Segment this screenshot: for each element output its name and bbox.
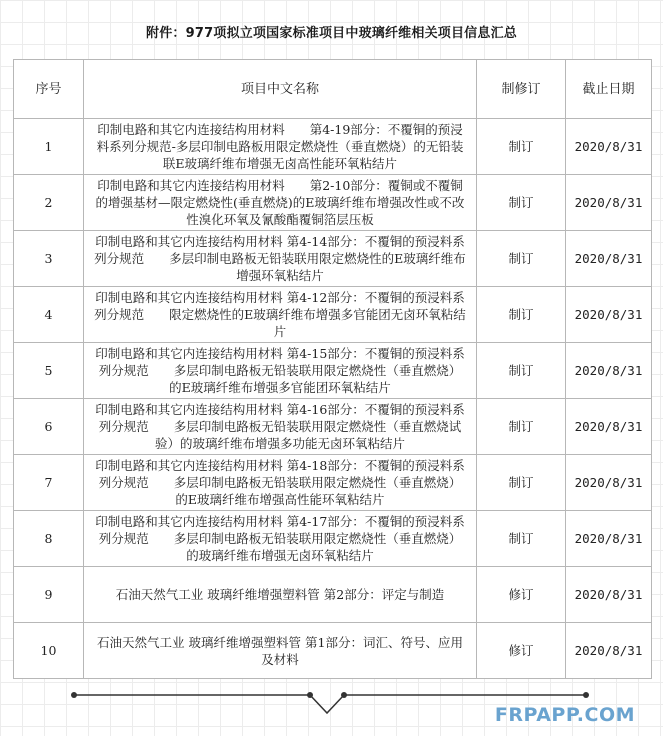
cell-revision-type: 修订 <box>477 623 566 679</box>
cell-deadline: 2020/8/31 <box>566 287 652 343</box>
header-serial-number: 序号 <box>14 60 84 119</box>
cell-serial-number: 3 <box>14 231 84 287</box>
divider-end-dot-icon <box>71 692 77 698</box>
cell-project-name: 印制电路和其它内连接结构用材料 第4-15部分：不覆铜的预浸料系列分规范 多层印制电路板无铅装联用限定燃烧性（垂直燃烧）的E玻璃纤维布增强多官能团环氧粘结片 <box>84 343 477 399</box>
table-row <box>14 567 652 623</box>
cell-project-name: 印制电路和其它内连接结构用材料 第2-10部分：覆铜或不覆铜的增强基材—限定燃烧性(垂直燃烧)的E玻璃纤维布增强改性或不改性溴化环氧及氰酸酯覆铜箔层压板 <box>84 175 477 231</box>
cell-revision-type: 制订 <box>477 287 566 343</box>
cell-serial-number: 6 <box>14 399 84 455</box>
header-project-name: 项目中文名称 <box>84 60 477 119</box>
cell-project-name: 印制电路和其它内连接结构用材料 第4-17部分：不覆铜的预浸料系列分规范 多层印制电路板无铅装联用限定燃烧性（垂直燃烧）的玻璃纤维布增强无卤环氧粘结片 <box>84 511 477 567</box>
cell-deadline: 2020/8/31 <box>566 455 652 511</box>
cell-revision-type: 制订 <box>477 231 566 287</box>
cell-project-name: 印制电路和其它内连接结构用材料 第4-19部分：不覆铜的预浸料系列分规范-多层印制电路板用限定燃烧性（垂直燃烧）的无铅装联E玻璃纤维布增强无卤高性能环氧粘结片 <box>84 119 477 175</box>
cell-revision-type: 制订 <box>477 455 566 511</box>
divider-end-dot-icon <box>583 692 589 698</box>
cell-deadline: 2020/8/31 <box>566 175 652 231</box>
cell-project-name: 石油天然气工业 玻璃纤维增强塑料管 第1部分：词汇、符号、应用及材料 <box>84 623 477 679</box>
cell-serial-number: 9 <box>14 567 84 623</box>
cell-deadline: 2020/8/31 <box>566 343 652 399</box>
cell-serial-number: 1 <box>14 119 84 175</box>
cell-project-name: 石油天然气工业 玻璃纤维增强塑料管 第2部分：评定与制造 <box>84 567 477 623</box>
cell-deadline: 2020/8/31 <box>566 399 652 455</box>
cell-revision-type: 制订 <box>477 399 566 455</box>
table-row <box>14 455 652 511</box>
table-row <box>14 231 652 287</box>
header-deadline: 截止日期 <box>566 60 652 119</box>
table-row <box>14 399 652 455</box>
cell-serial-number: 4 <box>14 287 84 343</box>
table-row <box>14 623 652 679</box>
cell-serial-number: 10 <box>14 623 84 679</box>
cell-serial-number: 8 <box>14 511 84 567</box>
page-title: 附件：977项拟立项国家标准项目中玻璃纤维相关项目信息汇总 <box>146 26 517 41</box>
cell-deadline: 2020/8/31 <box>566 231 652 287</box>
site-watermark: FRPAPP.COM <box>494 704 635 726</box>
cell-project-name: 印制电路和其它内连接结构用材料 第4-12部分：不覆铜的预浸料系列分规范 限定燃烧性的E玻璃纤维布增强多官能团无卤环氧粘结片 <box>84 287 477 343</box>
standards-table <box>13 59 652 679</box>
cell-deadline: 2020/8/31 <box>566 119 652 175</box>
table-header-row <box>14 60 652 119</box>
cell-project-name: 印制电路和其它内连接结构用材料 第4-16部分：不覆铜的预浸料系列分规范 多层印制电路板无铅装联用限定燃烧性（垂直燃烧试验）的玻璃纤维布增强多功能无卤环氧粘结片 <box>84 399 477 455</box>
cell-serial-number: 5 <box>14 343 84 399</box>
table-row <box>14 511 652 567</box>
divider-mid-dot-icon <box>341 692 347 698</box>
cell-revision-type: 制订 <box>477 343 566 399</box>
divider-chevron-icon <box>310 695 344 713</box>
table-row <box>14 343 652 399</box>
table-row <box>14 175 652 231</box>
table-row <box>14 119 652 175</box>
cell-deadline: 2020/8/31 <box>566 567 652 623</box>
cell-revision-type: 制订 <box>477 175 566 231</box>
table-row <box>14 287 652 343</box>
divider-mid-dot-icon <box>307 692 313 698</box>
cell-revision-type: 制订 <box>477 511 566 567</box>
cell-serial-number: 7 <box>14 455 84 511</box>
cell-project-name: 印制电路和其它内连接结构用材料 第4-18部分：不覆铜的预浸料系列分规范 多层印制电路板无铅装联用限定燃烧性（垂直燃烧）的E玻璃纤维布增强高性能环氧粘结片 <box>84 455 477 511</box>
cell-project-name: 印制电路和其它内连接结构用材料 第4-14部分：不覆铜的预浸料系列分规范 多层印制电路板无铅装联用限定燃烧性的E玻璃纤维布增强环氧粘结片 <box>84 231 477 287</box>
cell-serial-number: 2 <box>14 175 84 231</box>
cell-deadline: 2020/8/31 <box>566 623 652 679</box>
cell-revision-type: 修订 <box>477 567 566 623</box>
cell-deadline: 2020/8/31 <box>566 511 652 567</box>
header-revision-type: 制修订 <box>477 60 566 119</box>
cell-revision-type: 制订 <box>477 119 566 175</box>
